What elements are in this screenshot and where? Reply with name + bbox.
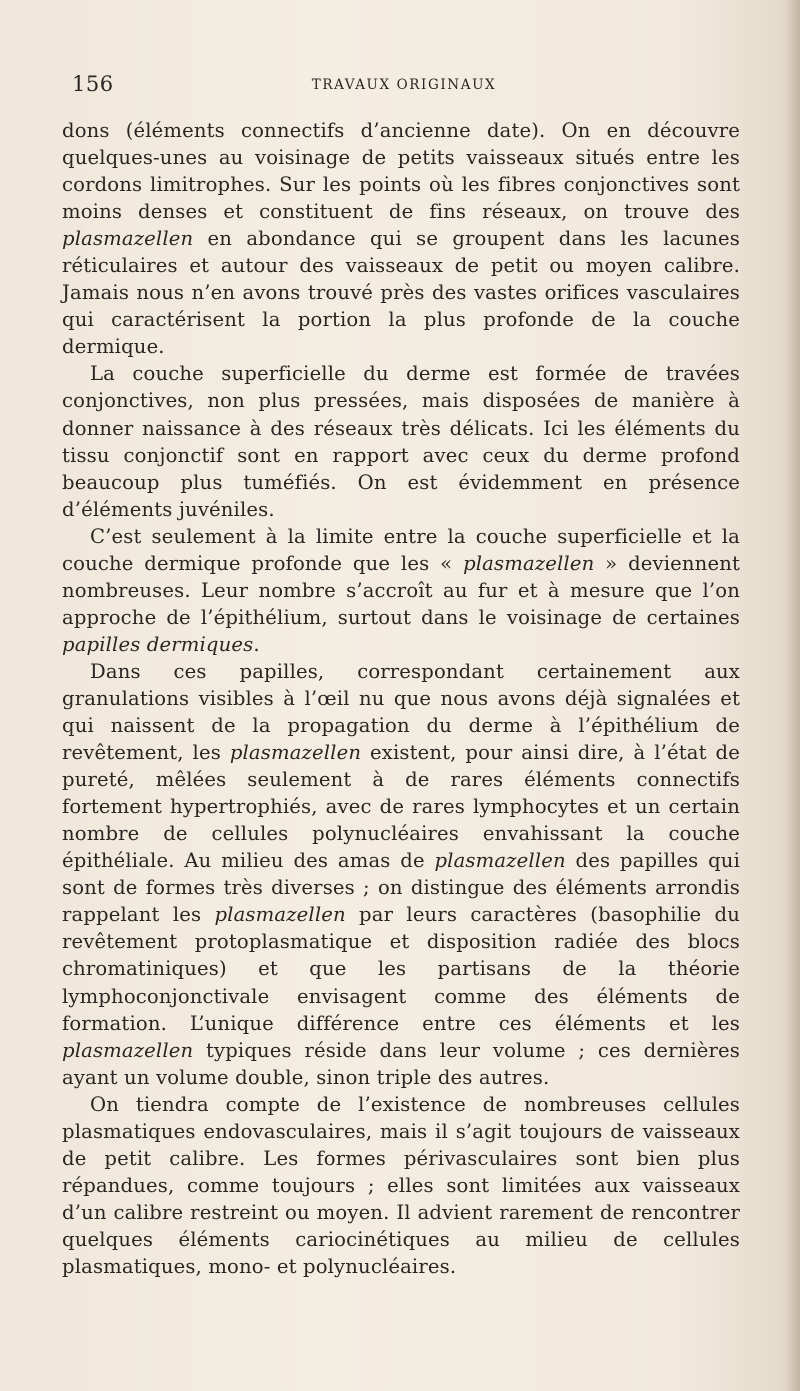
italic-term: plasmazellen bbox=[214, 903, 346, 927]
text-run: des papilles qui sont de formes très diverses ; on distingue des éléments arrondis rappelant les bbox=[62, 849, 740, 927]
italic-term: plasmazellen bbox=[434, 849, 566, 873]
text-run: typiques réside dans leur volume ; ces dernières ayant un volume double, sinon triple des autres. bbox=[62, 1038, 740, 1089]
text-run: On tiendra compte de l’existence de nombreuses cellules plasmatiques endovasculaires, mais il s’agit toujours de vaisseaux de petit calibre. Les formes périvasculaires sont bien plus répandues, comme toujours ; elles sont limitées aux vaisseaux d’un calibre restreint ou moyen. Il advient rarement de rencontrer quelques éléments cariocinétiques au milieu de cellules plasmatiques, mono- et polynucléaires. bbox=[62, 1092, 740, 1278]
page-header bbox=[72, 72, 736, 100]
italic-term: plasmazellen bbox=[463, 551, 595, 575]
paragraph bbox=[62, 658, 740, 1091]
text-run: dons (éléments connectifs d’ancienne date). On en découvre quelques-unes au voisinage de petits vaisseaux situés entre les cordons limitrophes. Sur les points où les fibres conjonctives sont moins denses et constituent de fins réseaux, on trouve des bbox=[62, 119, 740, 224]
text-run: Dans ces papilles, correspondant certainement aux granulations visibles à l’œil nu que nous avons déjà signalées et qui naissent de la propagation du derme à l’épithélium de revêtement, les bbox=[62, 659, 740, 765]
italic-term: papilles dermiques bbox=[62, 632, 254, 656]
paragraph bbox=[62, 360, 740, 522]
paragraph bbox=[62, 523, 740, 658]
paragraph bbox=[62, 117, 740, 360]
text-run: par leurs caractères (basophilie du revêtement protoplasmatique et disposition radiée des blocs chromatiniques) et que les partisans de la théorie lymphoconjonctivale envisagent comme des éléments de formation. L’unique différence entre ces éléments et les bbox=[62, 903, 740, 1035]
running-head: TRAVAUX ORIGINAUX bbox=[311, 77, 497, 93]
italic-term: plasmazellen bbox=[229, 741, 362, 765]
text-run: » deviennent nombreuses. Leur nombre s’accroît au fur et à mesure que l’on approche de l’épithélium, surtout dans le voisinage de certaines bbox=[62, 551, 740, 629]
body-text bbox=[62, 117, 740, 1280]
page-edge-shadow bbox=[786, 0, 800, 1391]
text-run: existent, pour ainsi dire, à l’état de pureté, mêlées seulement à de rares éléments connectifs fortement hypertrophiés, avec de rares lymphocytes et un certain nombre de cellules polynucléaires envahissant la couche épithéliale. Au milieu des amas de bbox=[62, 741, 740, 873]
text-run: . bbox=[253, 632, 260, 656]
text-run: La couche superficielle du derme est formée de travées conjonctives, non plus pressées, mais disposées de manière à donner naissance à des réseaux très délicats. Ici les éléments du tissu conjonctif sont en rapport avec ceux du derme profond beaucoup plus tuméfiés. On est évidemment en présence d’éléments juvéniles. bbox=[62, 362, 740, 521]
text-run: C’est seulement à la limite entre la couche superficielle et la couche dermique profonde que les « bbox=[62, 524, 740, 575]
italic-term: plasmazellen bbox=[62, 1038, 194, 1062]
page-number: 156 bbox=[72, 72, 114, 96]
text-run: en abondance qui se groupent dans les lacunes réticulaires et autour des vaisseaux de petit ou moyen calibre. Jamais nous n’en avons trouvé près des vastes orifices vasculaires qui caractérisent la portion la plus profonde de la couche dermique. bbox=[62, 227, 740, 359]
paragraph bbox=[62, 1091, 740, 1280]
italic-term: plasmazellen bbox=[62, 227, 194, 251]
